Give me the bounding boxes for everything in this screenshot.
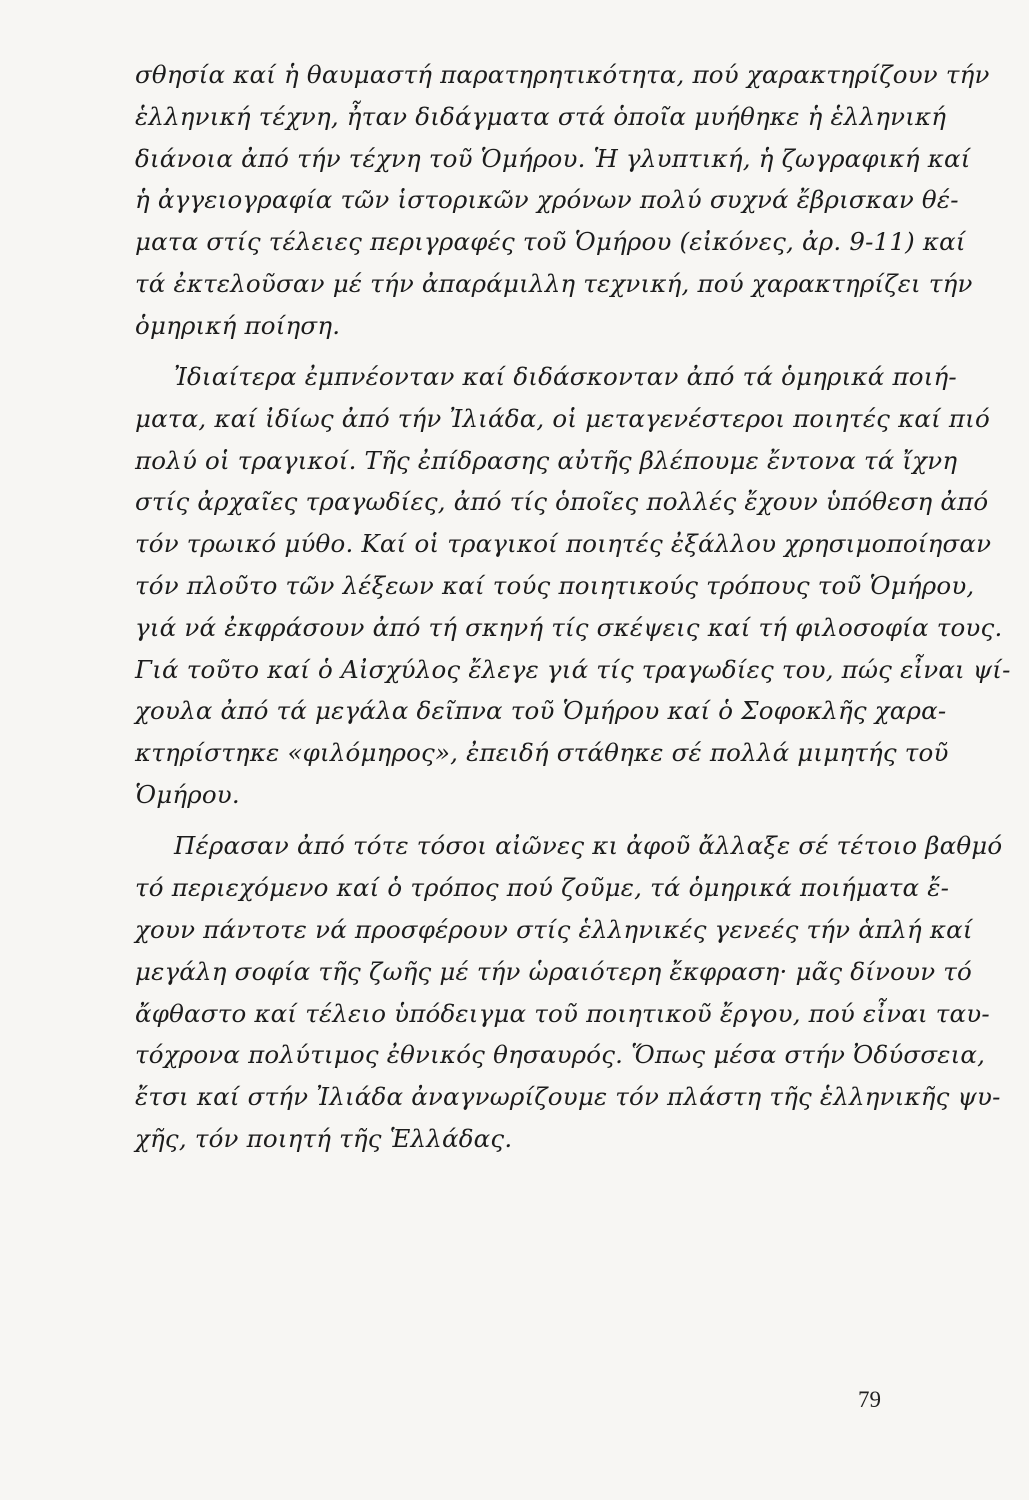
text-line: χουλα ἀπό τά μεγάλα δεῖπνα τοῦ Ὁμήρου καί ὁ Σοφοκλῆς χαρα-: [135, 696, 947, 725]
text-line: τά ἐκτελοῦσαν μέ τήν ἀπαράμιλλη τεχνική, πού χαρακτηρίζει τήν: [135, 269, 973, 298]
text-line: Γιά τοῦτο καί ὁ Αἰσχύλος ἔλεγε γιά τίς τραγωδίες του, πώς εἶναι ψί-: [135, 655, 1011, 684]
text-line: χῆς, τόν ποιητή τῆς Ἑλλάδας.: [135, 1124, 513, 1153]
text-line: πολύ οἱ τραγικοί. Τῆς ἐπίδρασης αὐτῆς βλέπουμε ἔντονα τά ἴχνη: [135, 446, 958, 475]
text-line: ἑλληνική τέχνη, ἦταν διδάγματα στά ὁποῖα μυήθηκε ἡ ἑλληνική: [135, 102, 947, 131]
text-line: ἔτσι καί στήν Ἰλιάδα ἀναγνωρίζουμε τόν πλάστη τῆς ἑλληνικῆς ψυ-: [135, 1082, 1001, 1111]
text-line: τό περιεχόμενο καί ὁ τρόπος πού ζοῦμε, τά ὁμηρικά ποιήματα ἔ-: [135, 873, 950, 902]
text-line: διάνοια ἀπό τήν τέχνη τοῦ Ὁμήρου. Ἡ γλυπτική, ἡ ζωγραφική καί: [135, 144, 971, 173]
text-line: σθησία καί ἡ θαυμαστή παρατηρητικότητα, πού χαρακτηρίζουν τήν: [135, 60, 990, 89]
text-line: ἄφθαστο καί τέλειο ὑπόδειγμα τοῦ ποιητικοῦ ἔργου, πού εἶναι ταυ-: [135, 999, 990, 1028]
text-line: ἡ ἀγγειογραφία τῶν ἱστορικῶν χρόνων πολύ συχνά ἔβρισκαν θέ-: [135, 185, 959, 214]
text-line: χουν πάντοτε νά προσφέρουν στίς ἑλληνικές γενεές τήν ἁπλή καί: [135, 915, 973, 944]
text-line: Ἰδιαίτερα ἐμπνέονταν καί διδάσκονταν ἀπό τά ὁμηρικά ποιή-: [174, 362, 957, 391]
page-number: 79: [858, 1387, 881, 1412]
text-line: Πέρασαν ἀπό τότε τόσοι αἰῶνες κι ἀφοῦ ἄλλαξε σέ τέτοιο βαθμό: [174, 831, 1003, 860]
text-line: ματα, καί ἰδίως ἀπό τήν Ἰλιάδα, οἱ μεταγενέστεροι ποιητές καί πιό: [135, 404, 990, 433]
text-line: κτηρίστηκε «φιλόμηρος», ἐπειδή στάθηκε σέ πολλά μιμητής τοῦ: [135, 738, 949, 767]
text-line: ὁμηρική ποίηση.: [135, 311, 341, 340]
text-line: ματα στίς τέλειες περιγραφές τοῦ Ὁμήρου (εἰκόνες, ἀρ. 9-11) καί: [135, 227, 966, 256]
text-line: τόχρονα πολύτιμος ἐθνικός θησαυρός. Ὅπως μέσα στήν Ὀδύσσεια,: [135, 1040, 986, 1069]
text-line: τόν τρωικό μύθο. Καί οἱ τραγικοί ποιητές ἐξάλλου χρησιμοποίησαν: [135, 529, 992, 558]
text-line: Ὁμήρου.: [135, 780, 240, 809]
text-line: γιά νά ἐκφράσουν ἀπό τή σκηνή τίς σκέψεις καί τή φιλοσοφία τους.: [135, 613, 1003, 642]
text-line: τόν πλοῦτο τῶν λέξεων καί τούς ποιητικούς τρόπους τοῦ Ὁμήρου,: [135, 571, 975, 600]
text-line: μεγάλη σοφία τῆς ζωῆς μέ τήν ὡραιότερη ἔκφραση· μᾶς δίνουν τό: [135, 957, 972, 986]
text-line: στίς ἀρχαῖες τραγωδίες, ἀπό τίς ὁποῖες πολλές ἔχουν ὑπόθεση ἀπό: [135, 487, 989, 516]
